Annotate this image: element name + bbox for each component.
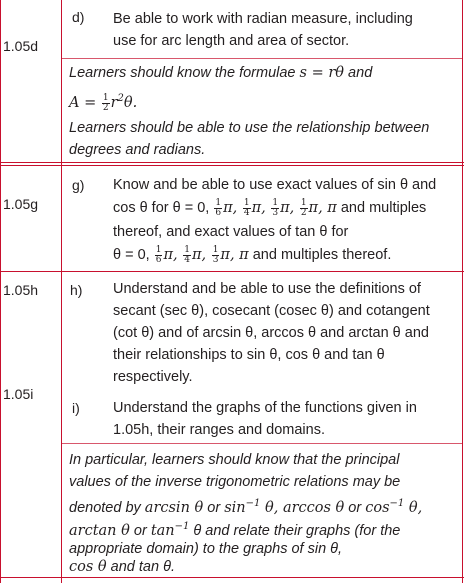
pi-symbol: π, (308, 200, 328, 216)
pi-symbol: π, (251, 200, 271, 216)
pi-symbol: π, (191, 247, 211, 263)
pi-symbol: π, (163, 247, 183, 263)
fraction-list (213, 197, 337, 218)
fraction-denominator: 4 (184, 254, 190, 265)
content-line: their relationships to sin θ, cos θ and tan θ (113, 347, 385, 363)
math-exponent: −1 (389, 498, 405, 509)
fraction-list (154, 244, 249, 265)
fraction-denominator: 6 (215, 207, 222, 218)
fraction-denominator: 3 (212, 254, 219, 265)
cell-divider (61, 58, 463, 59)
math-symbol: θ. (123, 94, 138, 111)
guidance-text: or (129, 522, 151, 539)
content-line: secant (sec θ), cosecant (cosec θ) and cotangent (113, 303, 430, 319)
guidance-text: or (203, 499, 225, 516)
fraction-denominator: 2 (300, 207, 307, 218)
math-exponent: −1 (174, 521, 190, 532)
column-divider (61, 0, 62, 583)
guidance-line: appropriate domain) to the graphs of sin θ, (69, 541, 343, 557)
math-symbol: θ, (404, 499, 423, 516)
guidance-text: and (344, 65, 373, 81)
fraction (271, 199, 279, 218)
ref-code: 1.05d (3, 38, 39, 54)
pi-symbol: π (239, 247, 249, 263)
math-symbol: A (69, 94, 80, 111)
content-text: and multiples (336, 200, 427, 216)
guidance-text: denoted by (69, 499, 145, 516)
pi-symbol: π, (280, 200, 299, 216)
math-symbol: r (110, 94, 118, 111)
row-divider (0, 162, 464, 163)
fraction (243, 199, 251, 218)
guidance-text: θ and relate their graphs (for the (189, 522, 401, 539)
cell-divider (61, 443, 463, 444)
content-line: Understand and be able to use the definitions of (113, 281, 421, 297)
fraction (183, 246, 191, 265)
item-marker: d) (72, 9, 85, 25)
table-border-right (462, 0, 463, 583)
row-divider (0, 165, 464, 166)
math-symbol: cos θ (69, 559, 107, 575)
math-symbol: arctan θ (69, 522, 130, 539)
content-line: Know and be able to use exact values of sin θ and (113, 177, 437, 193)
fraction-numerator: 1 (300, 197, 307, 208)
fraction-numerator: 1 (215, 197, 222, 208)
math-exponent: −1 (245, 498, 261, 509)
guidance-line (69, 493, 422, 519)
content-line: use for arc length and area of sector. (113, 33, 350, 49)
math-symbol: arcsin θ (144, 499, 204, 516)
content-text: θ = 0, (113, 247, 154, 263)
math-symbol: tan (150, 522, 175, 539)
guidance-line: Learners should be able to use the relationship between (69, 120, 430, 136)
fraction (102, 94, 110, 113)
math-symbol: = (306, 65, 329, 81)
table-border-left (0, 0, 1, 583)
fraction-numerator: 1 (184, 244, 190, 255)
guidance-text: and tan θ. (106, 559, 175, 575)
math-symbol: rθ (328, 65, 345, 81)
content-text: cos θ for θ = 0, (113, 200, 214, 216)
content-line: 1.05h, their ranges and domains. (113, 422, 325, 438)
math-symbol: s (299, 65, 307, 81)
fraction-numerator: 1 (272, 197, 279, 208)
pi-symbol: π (327, 200, 337, 216)
fraction (155, 246, 163, 265)
content-line (113, 197, 426, 219)
math-symbol: sin (224, 499, 246, 516)
guidance-text: or (344, 499, 366, 516)
guidance-line (69, 556, 175, 578)
fraction (214, 199, 222, 218)
pi-symbol: π, (223, 200, 242, 216)
row-divider (0, 271, 464, 272)
fraction-numerator: 1 (212, 244, 219, 255)
guidance-line: values of the inverse trigonometric relations may be (69, 474, 401, 490)
math-symbol: θ, (260, 499, 283, 516)
content-line: Understand the graphs of the functions given in (113, 400, 417, 416)
ref-code: 1.05g (3, 196, 39, 212)
content-line: respectively. (113, 369, 193, 385)
fraction (212, 246, 220, 265)
guidance-text: Learners should know the formulae (69, 65, 300, 81)
item-marker: i) (72, 400, 80, 416)
fraction (300, 199, 308, 218)
guidance-line (69, 62, 372, 84)
math-symbol: arccos θ (282, 499, 345, 516)
content-line: thereof, and exact values of tan θ for (113, 224, 349, 240)
fraction-numerator: 1 (243, 197, 250, 208)
content-line (113, 244, 391, 266)
fraction-numerator: 1 (102, 92, 109, 103)
fraction-numerator: 1 (155, 244, 162, 255)
math-exponent: 2 (117, 93, 124, 104)
content-text: and multiples thereof. (248, 247, 392, 263)
math-symbol: = (79, 94, 101, 111)
content-line: (cot θ) and of arcsin θ, arccos θ and arctan θ and (113, 325, 429, 341)
fraction-denominator: 3 (272, 207, 279, 218)
content-line: Be able to work with radian measure, including (113, 11, 413, 27)
ref-code: 1.05h (3, 282, 39, 298)
guidance-line: In particular, learners should know that the principal (69, 452, 400, 468)
math-symbol: cos (365, 499, 390, 516)
fraction-denominator: 4 (243, 207, 250, 218)
guidance-line (69, 88, 137, 114)
fraction-denominator: 6 (155, 254, 162, 265)
guidance-line: degrees and radians. (69, 142, 206, 158)
ref-code: 1.05i (3, 386, 34, 402)
item-marker: h) (70, 282, 83, 298)
fraction-denominator: 2 (102, 102, 109, 113)
pi-symbol: π, (220, 247, 240, 263)
item-marker: g) (72, 177, 85, 193)
